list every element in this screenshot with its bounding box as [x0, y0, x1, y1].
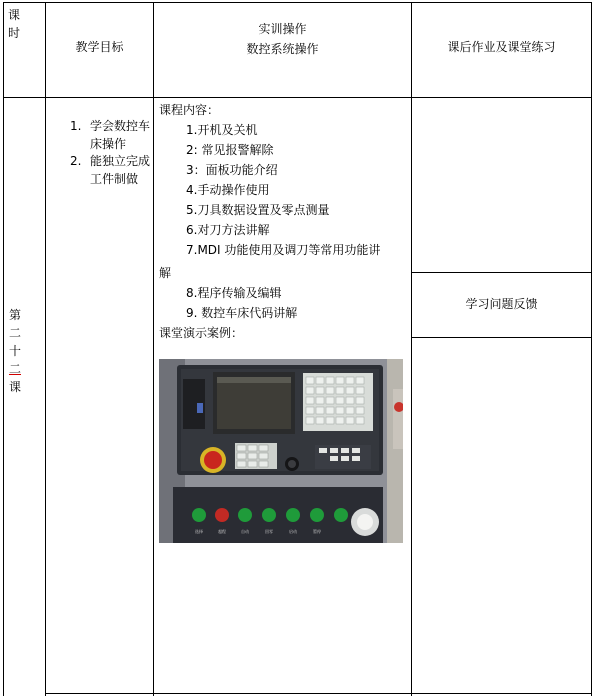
training-title: 实训操作 [258, 22, 307, 36]
teaching-goals-list [66, 118, 152, 188]
table-right-border [591, 2, 592, 696]
panel-label: 自动 [241, 529, 249, 534]
content-item: 1.开机及关机 [186, 123, 258, 137]
col-divider-1 [45, 2, 46, 696]
content-item: 6.对刀方法讲解 [186, 223, 270, 237]
content-item: 2: 常见报警解除 [186, 143, 274, 157]
goal-item: 2. 能独立完成工件制做 [70, 154, 151, 186]
content-item: 4.手动操作使用 [186, 183, 270, 197]
table-bottom-border [45, 693, 592, 694]
content-heading: 课程内容： [159, 103, 220, 117]
lesson-number: 第 二 十 二 课 [8, 308, 21, 394]
content-item: 5.刀具数据设置及零点测量 [186, 203, 330, 217]
goal-header: 教学目标 [75, 40, 124, 54]
table-left-border [3, 2, 4, 696]
right-column-divider-1 [411, 272, 592, 273]
col-divider-2 [153, 2, 154, 696]
panel-label: 回零 [265, 529, 273, 534]
panel-label: 启动 [289, 529, 297, 534]
demo-label: 课堂演示案例： [159, 326, 244, 340]
feedback-label: 学习问题反馈 [465, 297, 538, 311]
goal-item: 1. 学会数控车床操作 [70, 119, 151, 151]
panel-label: 超程 [218, 529, 226, 534]
table-top-border [3, 2, 592, 3]
table-header-divider [3, 97, 592, 98]
col-divider-3 [411, 2, 412, 696]
period-header: 课 时 [7, 8, 20, 40]
training-subtitle: 数控系统操作 [246, 42, 319, 56]
content-item-continued: 解 [159, 266, 172, 280]
content-item: 9. 数控车床代码讲解 [186, 306, 298, 320]
panel-label: 选择 [195, 529, 203, 534]
cnc-panel-photo [159, 359, 403, 543]
content-item: 7.MDI 功能使用及调刀等常用功能讲 [186, 243, 381, 257]
right-column-divider-2 [411, 337, 592, 338]
panel-label: 暂停 [313, 529, 321, 534]
homework-header: 课后作业及课堂练习 [447, 40, 556, 54]
content-item: 8.程序传输及编辑 [186, 286, 282, 300]
content-item: 3：面板功能介绍 [186, 163, 278, 177]
course-content [159, 100, 409, 343]
